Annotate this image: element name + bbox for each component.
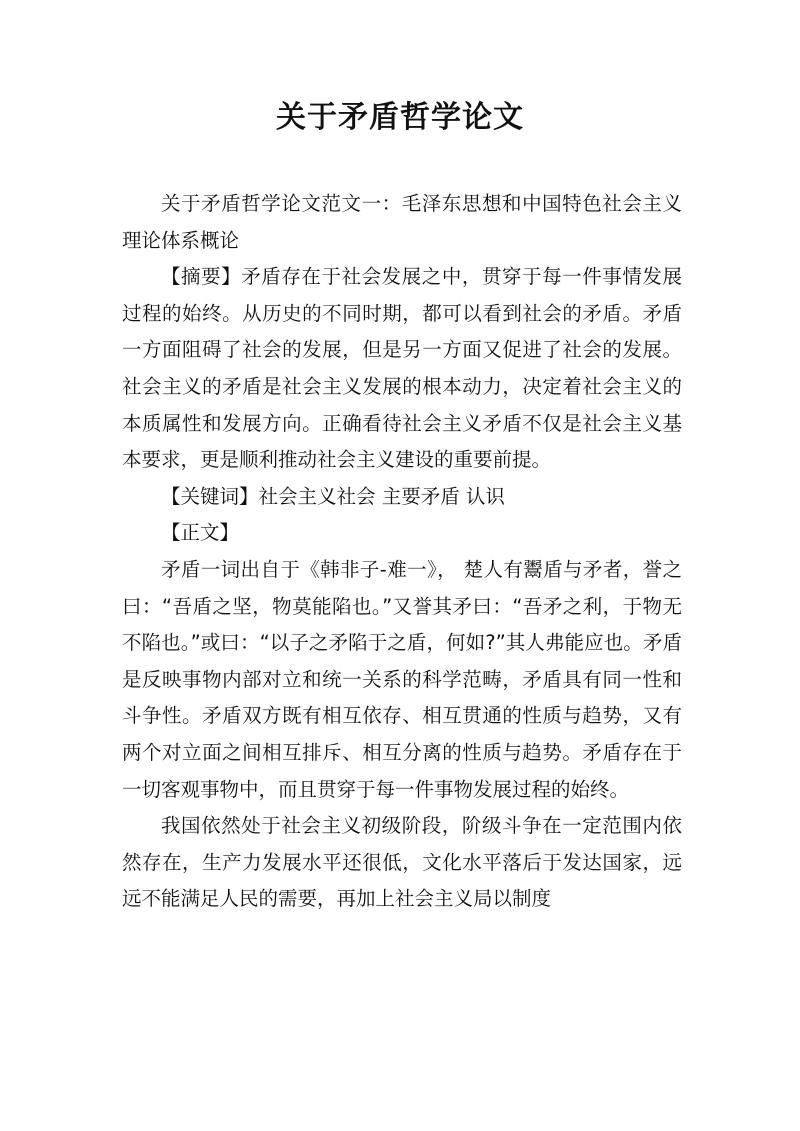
document-title: 关于矛盾哲学论文 <box>276 100 524 135</box>
paragraph-body-heading: 【正文】 <box>161 521 240 545</box>
paragraph-body-1: 矛盾一词出自于《韩非子-难一》， 楚人有鬻盾与矛者，誉之曰：“吾盾之坚，物莫能陷也。”又誉其矛曰：“吾矛之利，于物无不陷也。”或曰：“以子之矛陷于之盾，何如?”其人弗能应也。矛盾是反映事物内部对立和统一关系的科学范畴，矛盾具有同一性和斗争性。矛盾双方既有相互依存、相互贯通的性质与趋势，又有两个对立面之间相互排斥、相互分离的性质与趋势。矛盾存在于一切客观事物中，而且贯穿于每一件事物发展过程的始终。 <box>122 557 682 801</box>
paragraph-keywords: 【关键词】社会主义社会 主要矛盾 认识 <box>161 484 505 508</box>
document-body <box>122 186 682 918</box>
paragraph-body-2: 我国依然处于社会主义初级阶段，阶级斗争在一定范围内依然存在，生产力发展水平还很低，文化水平落后于发达国家，远远不能满足人民的需要，再加上社会主义局以制度 <box>122 814 682 911</box>
paragraph-heading-line: 关于矛盾哲学论文范文一：毛泽东思想和中国特色社会主义理论体系概论 <box>122 192 682 252</box>
paragraph-abstract: 【摘要】矛盾存在于社会发展之中，贯穿于每一件事情发展过程的始终。从历史的不同时期，都可以看到社会的矛盾。矛盾一方面阻碍了社会的发展，但是另一方面又促进了社会的发展。社会主义的矛盾是社会主义发展的根本动力，决定着社会主义的本质属性和发展方向。正确看待社会主义矛盾不仅是社会主义基本要求，更是顺利推动社会主义建设的重要前提。 <box>122 265 682 472</box>
